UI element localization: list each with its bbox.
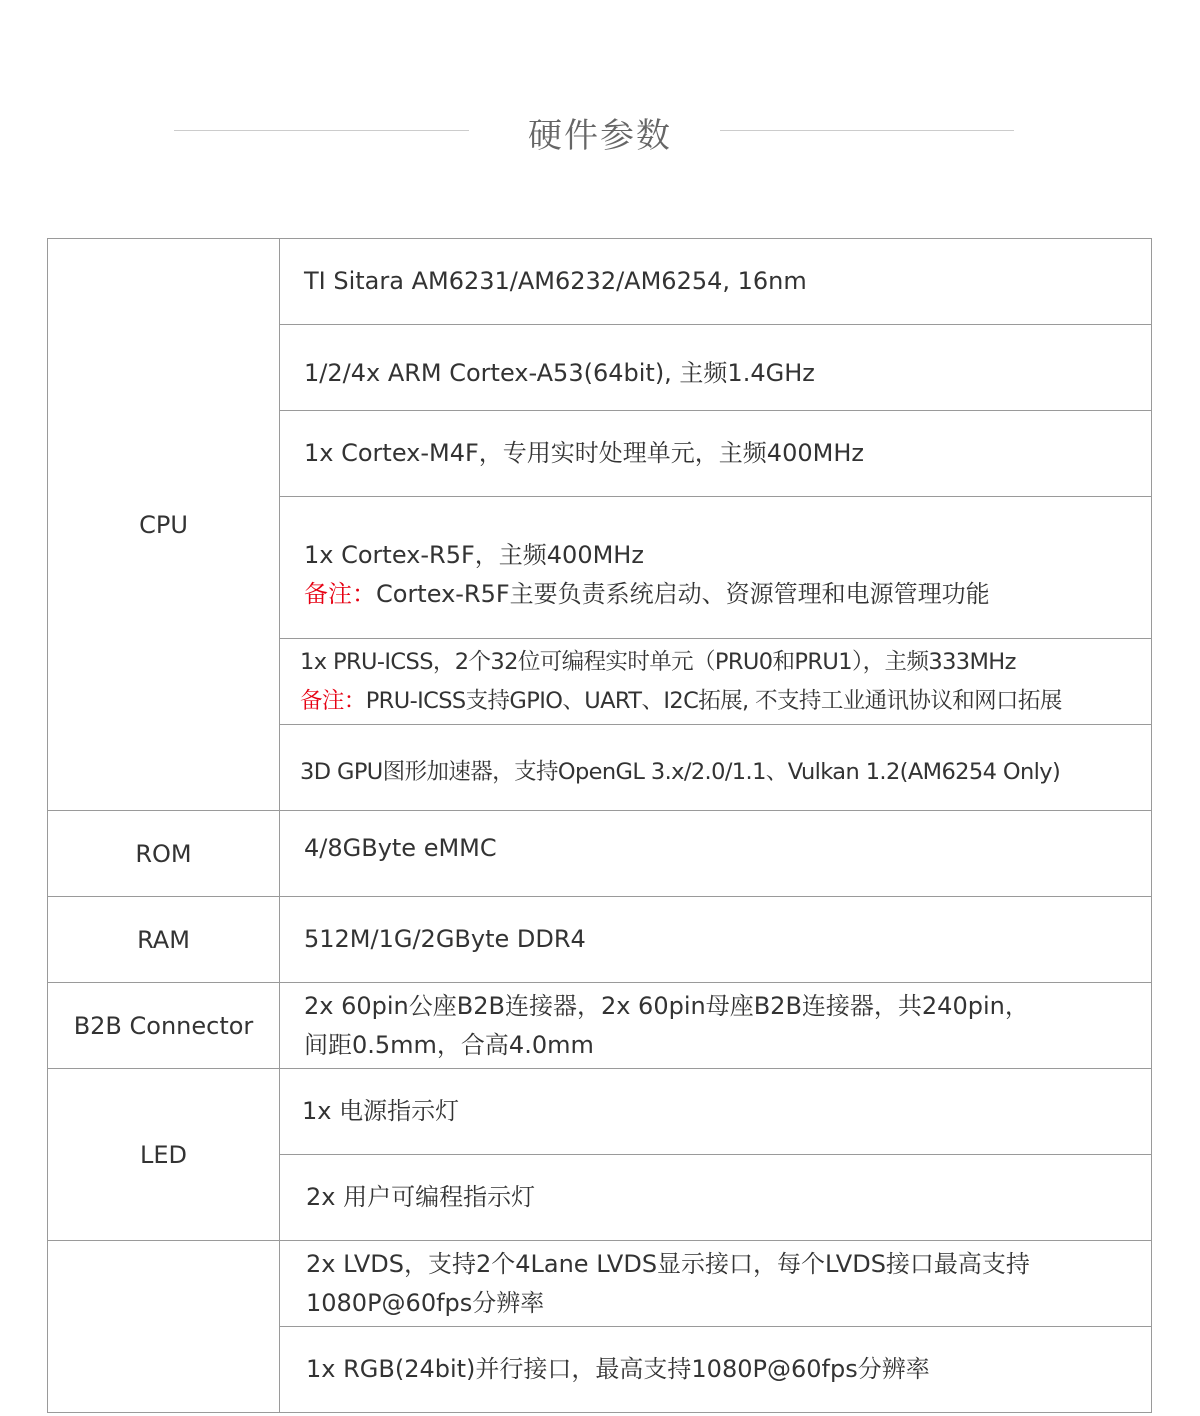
- spec-text: 3D GPU图形加速器，支持OpenGL 3.x/2.0/1.1、Vulkan 1.2(AM6254 Only): [300, 759, 1061, 785]
- header-divider-right: [720, 130, 1014, 131]
- spec-value: [280, 411, 1152, 497]
- spec-value: [280, 325, 1152, 411]
- note-text: Cortex-R5F主要负责系统启动、资源管理和电源管理功能: [376, 579, 990, 608]
- spec-value: [280, 1155, 1152, 1241]
- table-row: [48, 811, 1152, 897]
- spec-value: [280, 639, 1152, 725]
- spec-text: 4/8GByte eMMC: [304, 834, 497, 862]
- spec-value: [280, 497, 1152, 639]
- spec-text: 2x 用户可编程指示灯: [306, 1183, 536, 1211]
- table-row: [48, 1241, 1152, 1327]
- table-row: [48, 1069, 1152, 1155]
- row-label-led: LED: [48, 1069, 280, 1241]
- spec-text: 1x Cortex-M4F，专用实时处理单元，主频400MHz: [304, 439, 864, 467]
- spec-note: [304, 575, 1143, 614]
- spec-text: 间距0.5mm，合高4.0mm: [304, 1030, 594, 1059]
- row-label-rom: ROM: [48, 811, 280, 897]
- spec-value: [280, 983, 1152, 1069]
- spec-text: 1x PRU-ICSS，2个32位可编程实时单元（PRU0和PRU1），主频333MHz: [300, 648, 1016, 675]
- row-label-display: [48, 1241, 280, 1413]
- spec-value: [280, 1069, 1152, 1155]
- spec-text: 2x LVDS，支持2个4Lane LVDS显示接口，每个LVDS接口最高支持: [306, 1249, 1030, 1278]
- note-label: 备注：: [300, 687, 366, 714]
- spec-note: [300, 682, 1143, 721]
- spec-value: [280, 239, 1152, 325]
- hardware-spec-table: [47, 238, 1152, 1413]
- row-label-ram: RAM: [48, 897, 280, 983]
- section-header: [0, 100, 1200, 160]
- spec-text: TI Sitara AM6231/AM6232/AM6254, 16nm: [304, 267, 807, 295]
- spec-text: 1/2/4x ARM Cortex-A53(64bit), 主频1.4GHz: [304, 359, 815, 387]
- spec-text: 1x 电源指示灯: [302, 1097, 460, 1125]
- row-label-b2b-connector: B2B Connector: [48, 983, 280, 1069]
- spec-value: [280, 897, 1152, 983]
- spec-text: 1080P@60fps分辨率: [306, 1288, 545, 1317]
- page-title: 硬件参数: [528, 116, 672, 156]
- spec-text: 1x Cortex-R5F，主频400MHz: [304, 540, 644, 569]
- row-label-cpu: CPU: [48, 239, 280, 811]
- table-row: [48, 897, 1152, 983]
- spec-text: 1x RGB(24bit)并行接口，最高支持1080P@60fps分辨率: [306, 1355, 930, 1383]
- spec-value: [280, 725, 1152, 811]
- spec-value: [280, 1327, 1152, 1413]
- spec-text: 2x 60pin公座B2B连接器，2x 60pin母座B2B连接器，共240pin，: [304, 991, 1029, 1020]
- spec-value: [280, 811, 1152, 897]
- note-label: 备注：: [304, 579, 376, 608]
- spec-text: 512M/1G/2GByte DDR4: [304, 925, 586, 953]
- note-text: PRU-ICSS支持GPIO、UART、I2C拓展, 不支持工业通讯协议和网口拓展: [365, 687, 1062, 714]
- table-row: [48, 239, 1152, 325]
- table-row: [48, 983, 1152, 1069]
- spec-value: [280, 1241, 1152, 1327]
